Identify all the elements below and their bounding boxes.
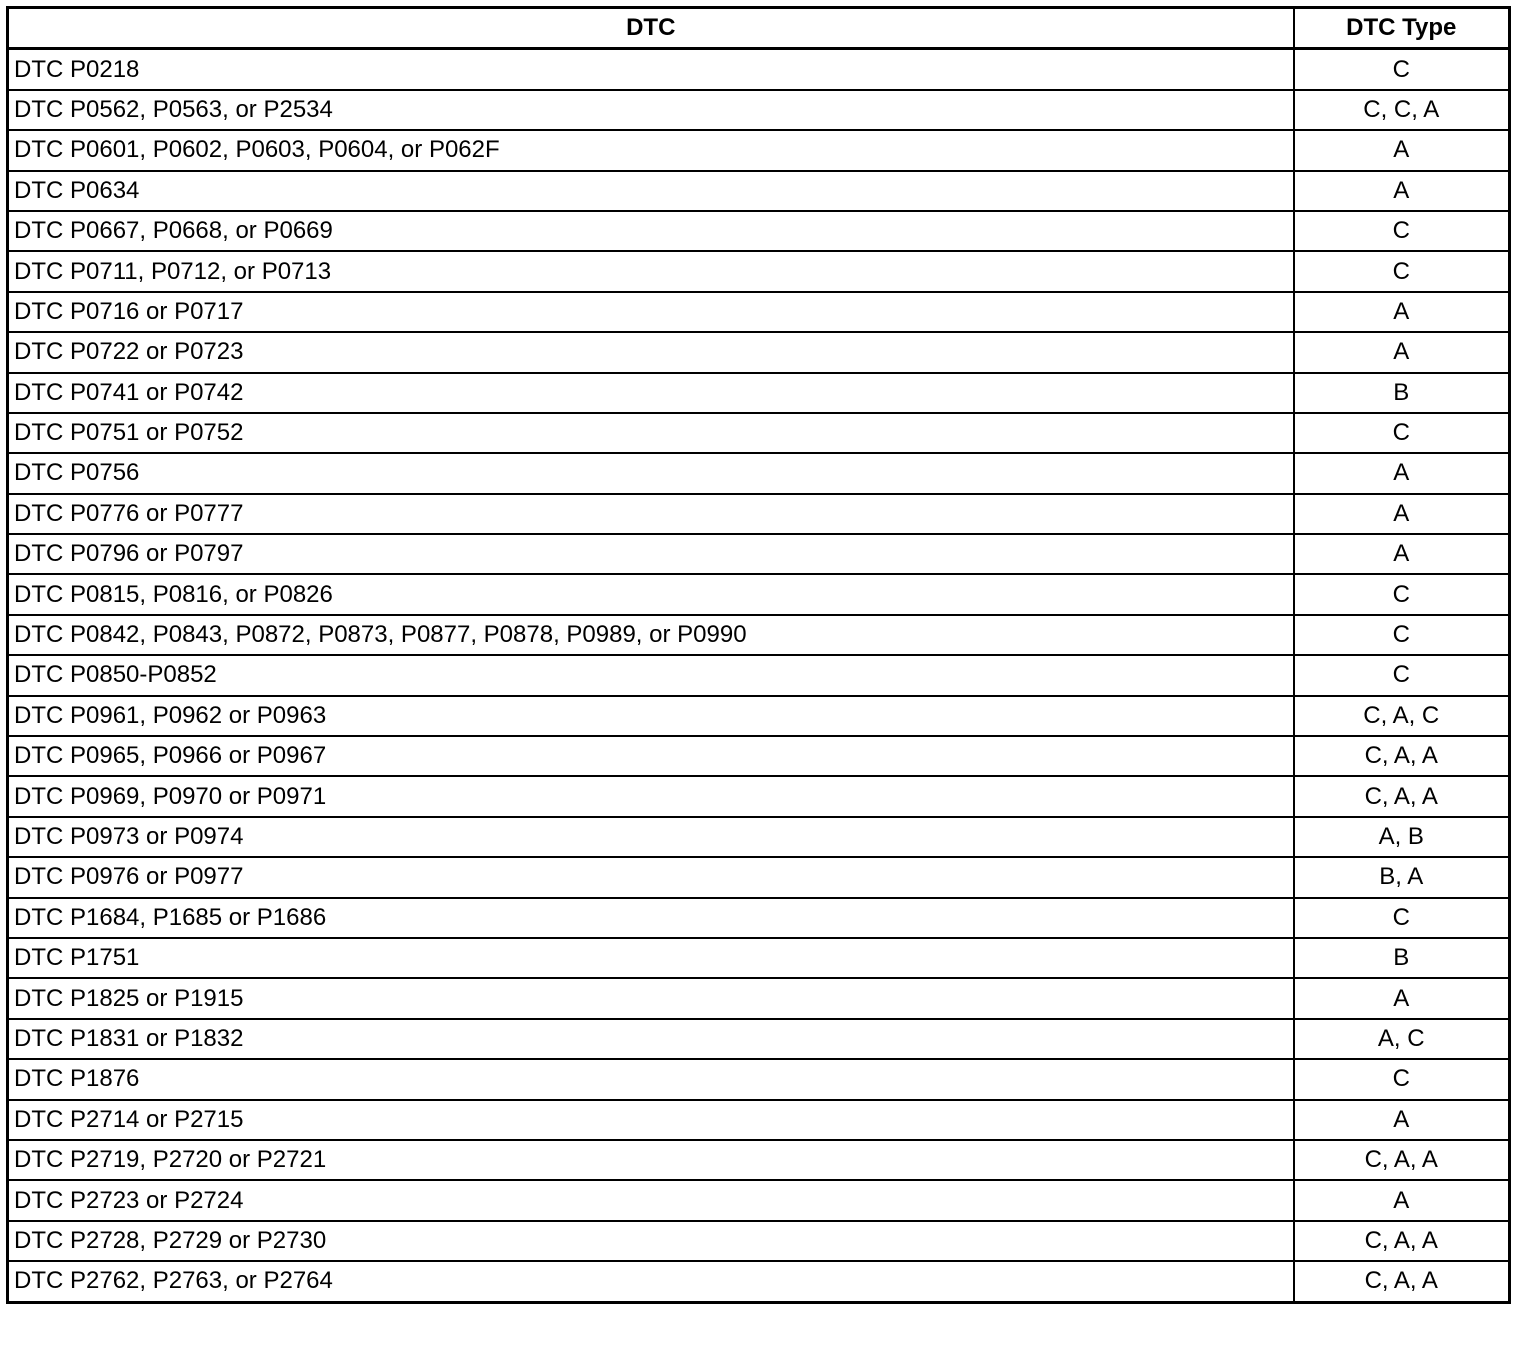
dtc-type-cell: C [1294,898,1510,938]
dtc-type-cell: C [1294,655,1510,695]
dtc-cell: DTC P2762, P2763, or P2764 [8,1261,1294,1302]
dtc-cell: DTC P2719, P2720 or P2721 [8,1140,1294,1180]
table-row [8,938,1510,978]
table-row [8,978,1510,1018]
table-row [8,574,1510,614]
table-header [8,8,1510,49]
dtc-type-cell: A [1294,494,1510,534]
dtc-type-cell: C, A, A [1294,776,1510,816]
dtc-cell: DTC P0842, P0843, P0872, P0873, P0877, P0878, P0989, or P0990 [8,615,1294,655]
dtc-table [6,6,1511,1304]
dtc-type-cell: C [1294,211,1510,251]
table-row [8,413,1510,453]
table-row [8,776,1510,816]
dtc-cell: DTC P0634 [8,171,1294,211]
table-row [8,1100,1510,1140]
table-row [8,251,1510,291]
dtc-type-cell: A [1294,534,1510,574]
dtc-cell: DTC P0667, P0668, or P0669 [8,211,1294,251]
dtc-cell: DTC P0716 or P0717 [8,292,1294,332]
table-row [8,736,1510,776]
dtc-type-cell: C, A, A [1294,1261,1510,1302]
dtc-type-cell: A [1294,171,1510,211]
dtc-type-column-header: DTC Type [1294,8,1510,49]
dtc-cell: DTC P0976 or P0977 [8,857,1294,897]
table-row [8,494,1510,534]
table-row [8,211,1510,251]
table-row [8,1261,1510,1302]
dtc-cell: DTC P1751 [8,938,1294,978]
dtc-type-cell: A, B [1294,817,1510,857]
dtc-type-cell: A, C [1294,1019,1510,1059]
dtc-cell: DTC P0751 or P0752 [8,413,1294,453]
table-row [8,1019,1510,1059]
dtc-type-cell: B, A [1294,857,1510,897]
dtc-cell: DTC P0850-P0852 [8,655,1294,695]
dtc-cell: DTC P2714 or P2715 [8,1100,1294,1140]
dtc-cell: DTC P2723 or P2724 [8,1180,1294,1220]
dtc-type-cell: C [1294,251,1510,291]
table-row [8,292,1510,332]
dtc-type-cell: C, A, C [1294,696,1510,736]
table-row [8,49,1510,90]
dtc-type-cell: A [1294,978,1510,1018]
dtc-type-cell: C [1294,413,1510,453]
dtc-type-cell: A [1294,292,1510,332]
dtc-cell: DTC P1825 or P1915 [8,978,1294,1018]
dtc-type-cell: C [1294,1059,1510,1099]
dtc-type-cell: C [1294,49,1510,90]
dtc-cell: DTC P0601, P0602, P0603, P0604, or P062F [8,130,1294,170]
table-row [8,898,1510,938]
header-row [8,8,1510,49]
dtc-type-cell: A [1294,1180,1510,1220]
table-row [8,373,1510,413]
dtc-cell: DTC P0722 or P0723 [8,332,1294,372]
dtc-type-cell: C [1294,574,1510,614]
dtc-type-cell: C, A, A [1294,1140,1510,1180]
table-row [8,615,1510,655]
dtc-cell: DTC P0969, P0970 or P0971 [8,776,1294,816]
table-row [8,817,1510,857]
dtc-type-cell: A [1294,453,1510,493]
table-row [8,1140,1510,1180]
dtc-type-cell: B [1294,373,1510,413]
table-row [8,130,1510,170]
dtc-cell: DTC P2728, P2729 or P2730 [8,1221,1294,1261]
table-row [8,90,1510,130]
table-body [8,49,1510,1302]
dtc-type-cell: A [1294,332,1510,372]
table-row [8,453,1510,493]
dtc-type-cell: B [1294,938,1510,978]
dtc-cell: DTC P0815, P0816, or P0826 [8,574,1294,614]
dtc-cell: DTC P0756 [8,453,1294,493]
table-row [8,857,1510,897]
dtc-cell: DTC P0711, P0712, or P0713 [8,251,1294,291]
dtc-cell: DTC P0776 or P0777 [8,494,1294,534]
table-row [8,1180,1510,1220]
dtc-cell: DTC P0961, P0962 or P0963 [8,696,1294,736]
dtc-cell: DTC P1684, P1685 or P1686 [8,898,1294,938]
table-row [8,1221,1510,1261]
dtc-type-cell: C, A, A [1294,736,1510,776]
dtc-type-cell: C, C, A [1294,90,1510,130]
table-row [8,655,1510,695]
dtc-cell: DTC P0973 or P0974 [8,817,1294,857]
dtc-type-cell: C [1294,615,1510,655]
dtc-type-cell: A [1294,1100,1510,1140]
dtc-cell: DTC P0965, P0966 or P0967 [8,736,1294,776]
dtc-type-cell: C, A, A [1294,1221,1510,1261]
dtc-column-header: DTC [8,8,1294,49]
dtc-cell: DTC P1831 or P1832 [8,1019,1294,1059]
dtc-cell: DTC P0741 or P0742 [8,373,1294,413]
table-row [8,171,1510,211]
dtc-cell: DTC P0796 or P0797 [8,534,1294,574]
table-row [8,696,1510,736]
dtc-cell: DTC P0218 [8,49,1294,90]
table-row [8,534,1510,574]
dtc-cell: DTC P1876 [8,1059,1294,1099]
dtc-cell: DTC P0562, P0563, or P2534 [8,90,1294,130]
dtc-type-cell: A [1294,130,1510,170]
table-row [8,1059,1510,1099]
table-row [8,332,1510,372]
